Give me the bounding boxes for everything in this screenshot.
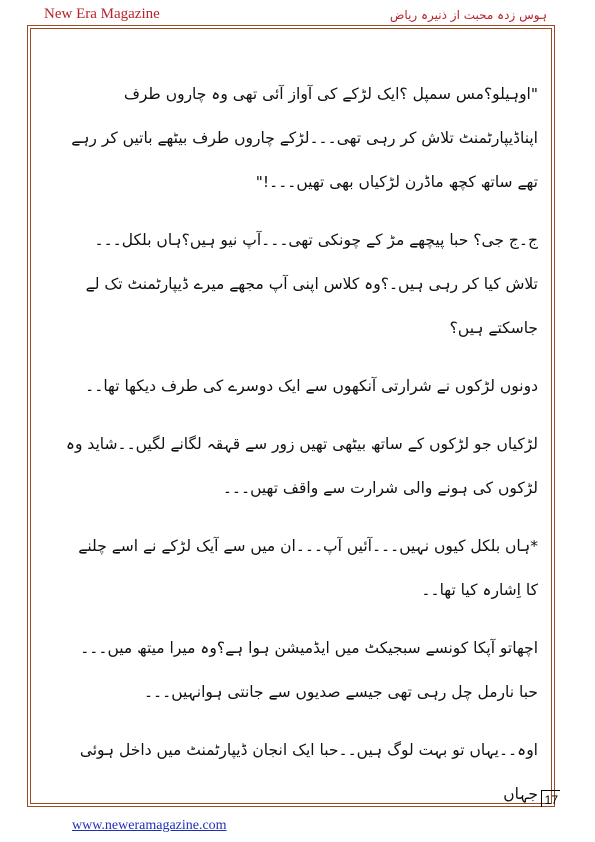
page-number: 17: [541, 790, 560, 807]
story-body: [62, 72, 538, 830]
paragraph-6: اچھاتو آپکا کونسے سبجیکٹ میں ایڈمیشن ہوا ہے؟وہ میرا میتھ میں۔۔۔حبا نارمل چل رہی تھی جیسے صدیوں سے جانتی ہوانہیں۔۔۔: [80, 639, 538, 701]
paragraph-4: لڑکیاں جو لڑکوں کے ساتھ بیٹھی تھیں زور سے قہقہ لگانے لگیں۔۔شاید وہ لڑکوں کی ہونے والی شرارت سے واقف تھیں۔۔۔: [65, 435, 538, 497]
paragraph-7: اوہ۔۔یہاں تو بہت لوگ ہیں۔۔حبا ایک انجان ڈیپارٹمنٹ میں داخل ہوئی جہاں: [79, 741, 538, 803]
paragraph-5: *ہاں بلکل کیوں نہیں۔۔۔آئیں آپ۔۔۔ان میں سے آیک لڑکے نے اسے چلنے کا اِشارہ کیا تھا۔۔: [78, 537, 538, 599]
website-link[interactable]: www.neweramagazine.com: [72, 818, 227, 833]
story-title: ہوس زدہ محبت از ذنیرہ ریاض: [389, 8, 547, 22]
paragraph-2: ج۔ج جی؟ حبا پیچھے مڑ کے چونکی تھی۔۔۔آپ نیو ہیں؟ہاں بلکل۔۔۔ تلاش کیا کر رہی ہیں۔؟وہ کلاس اپنی آپ مجھے میرے ڈیپارٹمنٹ تک لے جاسکتے ہیں؟: [85, 231, 538, 337]
paragraph-3: دونوں لڑکوں نے شرارتی آنکھوں سے ایک دوسرے کی طرف دیکھا تھا۔۔: [85, 377, 538, 395]
paragraph-1: "اوہیلو؟مس سمپل ؟ایک لڑکے کی آواز آئی تھی وہ چاروں طرف اپناڈیپارٹمنٹ تلاش کر رہی تھی۔۔۔لڑکے چاروں طرف بیٹھے باتیں کر رہے تھے ساتھ کچھ ماڈرن لڑکیاں بھی تھیں۔۔۔!": [71, 85, 538, 191]
magazine-title: New Era Magazine: [44, 6, 160, 22]
